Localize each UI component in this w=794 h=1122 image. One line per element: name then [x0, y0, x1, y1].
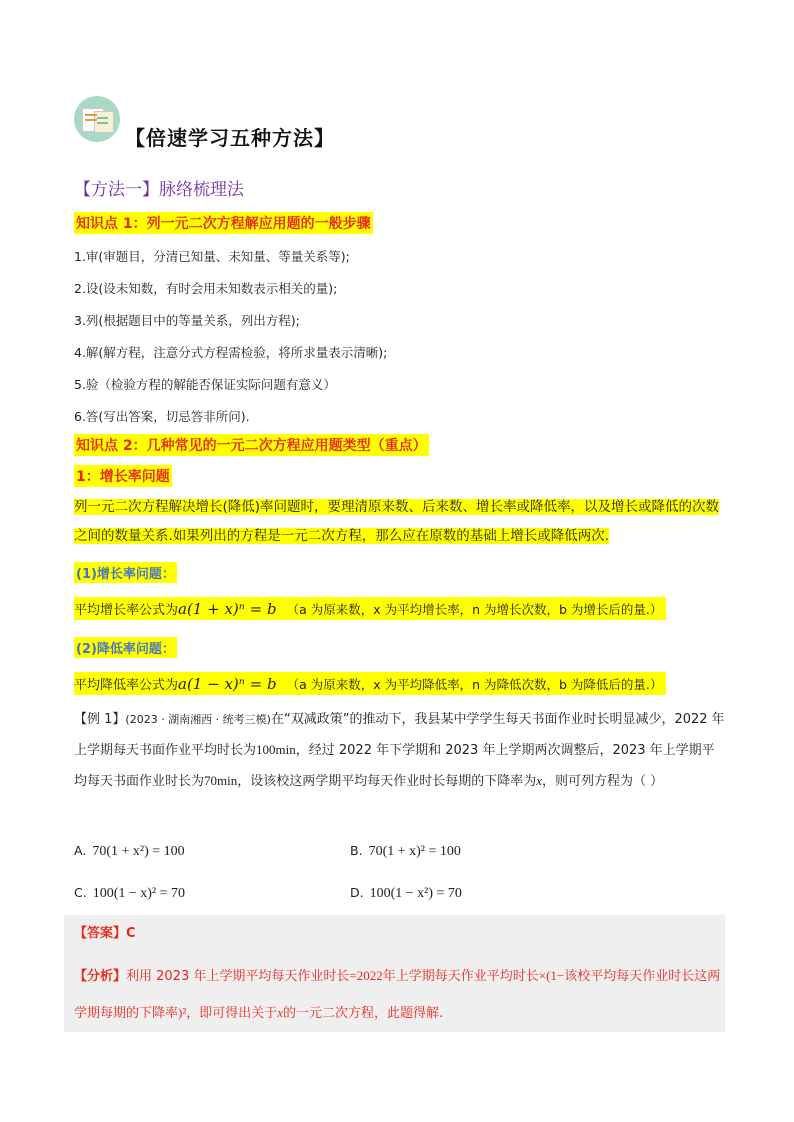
method-title: 【方法一】脉络梳理法	[74, 180, 244, 200]
step-item: 3.列(根据题目中的等量关系，列出方程);	[74, 313, 300, 328]
growth-formula-math: a(1 + x)ⁿ = b	[178, 600, 277, 618]
step-item: 1.审(审题目，分清已知量、未知量、等量关系等);	[74, 249, 350, 264]
option-d[interactable]: D. 100(1 − x²) = 70	[350, 885, 462, 901]
analysis: 【分析】利用 2023 年上学期平均每天作业时长=2022年上学期每天作业平均时长×(1−该校平均每天作业时长这两学期每期的下降率)²，即可得出关于x的一元二次方程，此题得解.	[74, 968, 721, 1021]
decline-rate-formula: 平均降低率公式为a(1 − x)ⁿ = b （a 为原来数，x 为平均降低率，n 为降低次数，b 为降低后的量.）	[74, 672, 666, 695]
growth-rate-description: 列一元二次方程解决增长(降低)率问题时，要理清原来数、后来数、增长率或降低率，以及增长或降低的次数之间的数量关系.如果列出的方程是一元二次方程，那么应在原数的基础上增长或降低两次.	[74, 499, 720, 544]
step-item: 6.答(写出答案，切忌答非所问).	[74, 409, 250, 424]
decline-rate-label: (2)降低率问题：	[74, 637, 177, 658]
option-c[interactable]: C. 100(1 − x)² = 70	[74, 885, 186, 901]
decline-formula-math: a(1 − x)ⁿ = b	[178, 675, 277, 693]
type-1-title: 1：增长率问题	[74, 465, 172, 487]
step-item: 2.设(设未知数，有时会用未知数表示相关的量);	[74, 281, 338, 296]
step-item: 5.验（检验方程的解能否保证实际问题有意义）	[74, 377, 336, 392]
answer: 【答案】C	[74, 926, 136, 941]
growth-rate-label: (1)增长率问题：	[74, 562, 177, 583]
document-icon	[74, 96, 120, 142]
option-a[interactable]: A. 70(1 + x²) = 100	[74, 843, 185, 859]
example-question: 【例 1】(2023 · 湖南湘西 · 统考三模)在“双减政策”的推动下，我县某中学学生每天书面作业时长明显减少，2022 年上学期每天书面作业平均时长为100min，经过 2022 年下学期和 2023 年上学期两次调整后，2023 年上学期平均每天书面作业时长为70min，设该校这两学期平均每天作业时长每期的下降率为x，则可列方程为（ ）	[74, 712, 725, 789]
knowledge-point-2-title: 知识点 2：几种常见的一元二次方程应用题类型（重点）	[74, 434, 429, 456]
page-title: 【倍速学习五种方法】	[125, 126, 335, 150]
growth-rate-formula: 平均增长率公式为a(1 + x)ⁿ = b （a 为原来数，x 为平均增长率，n 为增长次数，b 为增长后的量.）	[74, 597, 666, 620]
step-item: 4.解(解方程，注意分式方程需检验，将所求量表示清晰);	[74, 345, 388, 360]
knowledge-point-1-title: 知识点 1：列一元二次方程解应用题的一般步骤	[74, 212, 373, 234]
option-b[interactable]: B. 70(1 + x)² = 100	[350, 843, 461, 859]
